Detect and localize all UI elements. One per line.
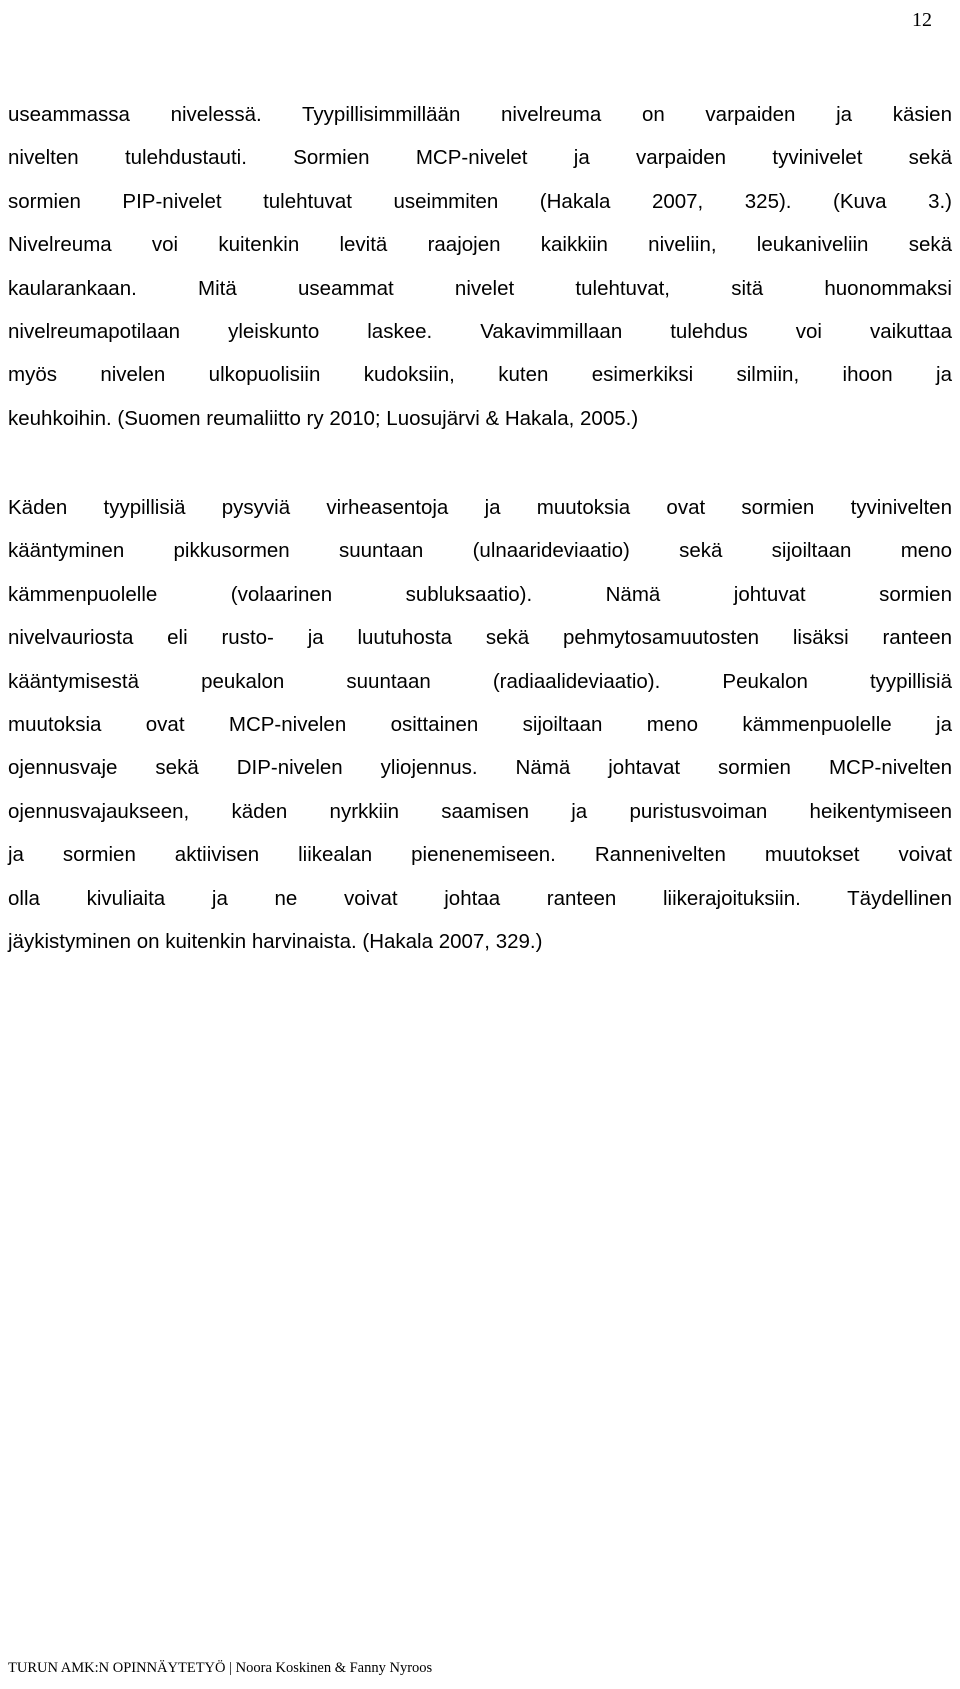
text-line: Käden tyypillisiä pysyviä virheasentoja ja muutoksia ovat sormien tyvinivelten [8, 496, 952, 519]
text-line: kaularankaan. Mitä useammat nivelet tulehtuvat, sitä huonommaksi [8, 276, 952, 300]
text-line: nivelvauriosta eli rusto- ja luutuhosta sekä pehmytosamuutosten lisäksi ranteen [8, 626, 952, 650]
text-line: ojennusvajaukseen, käden nyrkkiin saamisen ja puristusvoiman heikentymiseen [8, 799, 952, 823]
text-line: muutoksia ovat MCP-nivelen osittainen sijoiltaan meno kämmenpuolelle ja [8, 712, 952, 736]
text-line: kääntymisestä peukalon suuntaan (radiaalideviaatio). Peukalon tyypillisiä [8, 669, 952, 693]
text-line: nivelten tulehdustauti. Sormien MCP-nivelet ja varpaiden tyvinivelet sekä [8, 146, 952, 170]
text-line: kämmenpuolelle (volaarinen subluksaatio). Nämä johtuvat sormien [8, 582, 952, 606]
page-number: 12 [912, 9, 932, 31]
paragraph-2 [8, 486, 952, 963]
page-footer: TURUN AMK:N OPINNÄYTETYÖ | Noora Koskinen & Fanny Nyroos [8, 1660, 433, 1676]
text-line: jäykistyminen on kuitenkin harvinaista. (Hakala 2007, 329.) [8, 929, 543, 953]
text-line: nivelreumapotilaan yleiskunto laskee. Vakavimmillaan tulehdus voi vaikuttaa [8, 319, 952, 343]
text-line: useammassa nivelessä. Tyypillisimmillään nivelreuma on varpaiden ja käsien [8, 103, 952, 126]
text-line: myös nivelen ulkopuolisiin kudoksiin, kuten esimerkiksi silmiin, ihoon ja [8, 363, 952, 387]
text-line: ja sormien aktiivisen liikealan pienenemiseen. Rannenivelten muutokset voivat [8, 843, 952, 867]
paragraph-1 [8, 93, 952, 440]
text-line: sormien PIP-nivelet tulehtuvat useimmiten (Hakala 2007, 325). (Kuva 3.) [8, 189, 952, 213]
text-line: Nivelreuma voi kuitenkin levitä raajojen kaikkiin niveliin, leukaniveliin sekä [8, 233, 952, 257]
text-line: kääntyminen pikkusormen suuntaan (ulnaarideviaatio) sekä sijoiltaan meno [8, 539, 952, 563]
text-line: keuhkoihin. (Suomen reumaliitto ry 2010; Luosujärvi & Hakala, 2005.) [8, 406, 639, 430]
text-line: olla kivuliaita ja ne voivat johtaa ranteen liikerajoituksiin. Täydellinen [8, 886, 952, 910]
text-line: ojennusvaje sekä DIP-nivelen yliojennus. Nämä johtavat sormien MCP-nivelten [8, 756, 952, 780]
